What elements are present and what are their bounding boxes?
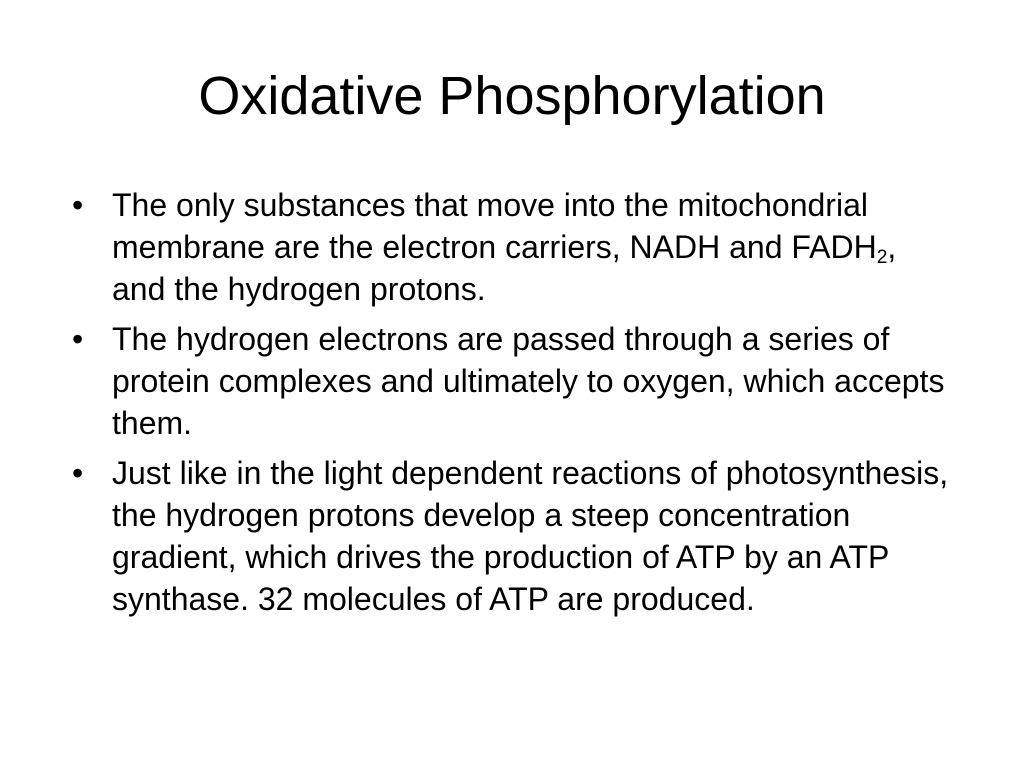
subscript: 2 [876, 246, 888, 268]
bullet-item [72, 452, 952, 620]
bullet-dot-icon: • [72, 321, 84, 357]
bullet-dot-icon: • [72, 455, 84, 491]
bullet-item [72, 184, 952, 310]
bullet-dot-icon: • [72, 187, 84, 223]
bullet-item [72, 318, 952, 444]
bullet-text: The hydrogen electrons are passed through a series of protein complexes and ultimately to oxygen, which accepts them. [112, 321, 945, 441]
bullet-list [72, 184, 952, 628]
bullet-text-end: , and the hydrogen protons. [112, 229, 897, 307]
slide-title: Oxidative Phosphorylation [198, 66, 826, 126]
bullet-text-start: The only substances that move into the mitochondrial membrane are the electron carriers, NADH and FADH [112, 187, 877, 265]
bullet-text: Just like in the light dependent reactions of photosynthesis, the hydrogen protons develop a steep concentration gradient, which drives the production of ATP by an ATP synthase. 32 molecules of ATP are produced. [112, 455, 949, 617]
